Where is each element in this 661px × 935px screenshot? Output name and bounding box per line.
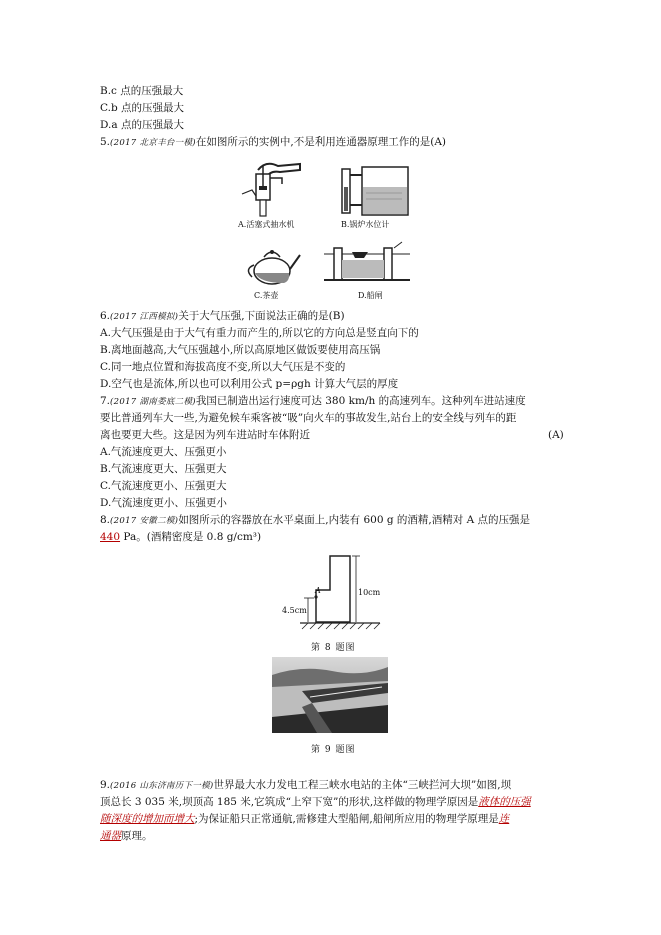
- point-a-label: A: [315, 586, 321, 595]
- q8-line2: [100, 530, 261, 544]
- q9-text-4: 原理。: [121, 830, 153, 842]
- caption-d: D.船闸: [358, 291, 383, 300]
- q4-option-d: D.a 点的压强最大: [100, 119, 184, 131]
- q9-number: 9.: [100, 779, 111, 791]
- q5-stem: [100, 135, 446, 150]
- q8-text: 如图所示的容器放在水平桌面上,内装有 600 g 的酒精,酒精对 A 点的压强是: [178, 514, 531, 526]
- q7-text-1: 我国已制造出运行速度可达 380 km/h 的高速列车。这种列车进站速度: [195, 395, 526, 407]
- q9-answer-1b: 随深度的增加而增大: [100, 813, 195, 825]
- piston-pump-figure: [238, 160, 308, 218]
- fig8-caption: 第 8 题图: [311, 643, 356, 653]
- q6-number: 6.: [100, 310, 111, 322]
- q9-answer-2a: 连: [498, 813, 510, 825]
- q6-option-a: A.大气压强是由于大气有重力而产生的,所以它的方向总是竖直向下的: [100, 327, 419, 339]
- q6-stem: [100, 309, 345, 324]
- q9-text-3: ;为保证船只正常通航,需修建大型船闸,船闸所应用的物理学原理是: [194, 813, 499, 825]
- q9-answer-2b: 通器: [100, 830, 121, 842]
- boiler-gauge-figure: [340, 165, 410, 219]
- label-10cm: 10cm: [358, 588, 381, 597]
- q5-number: 5.: [100, 136, 111, 148]
- q8-answer: 440: [100, 531, 121, 543]
- caption-a: A.活塞式抽水机: [238, 220, 295, 229]
- q6-text: 关于大气压强,下面说法正确的是(B): [178, 310, 345, 322]
- q9-answer-1a: 液体的压强: [478, 796, 531, 808]
- q6-option-b: B.离地面越高,大气压强越小,所以高原地区做饭要使用高压锅: [100, 344, 381, 356]
- q8-number: 8.: [100, 514, 111, 526]
- caption-b: B.锅炉水位计: [341, 220, 390, 229]
- q6-source: (2017 江西模拟): [110, 312, 179, 322]
- q5-text: 在如图所示的实例中,不是利用连通器原理工作的是(A): [195, 136, 447, 148]
- fig9-caption: 第 9 题图: [311, 745, 356, 755]
- dam-photo: [272, 657, 388, 733]
- label-4-5cm: 4.5cm: [282, 606, 307, 615]
- teapot-figure: [242, 243, 304, 287]
- q8-unit: Pa。(酒精密度是 0.8 g/cm³): [120, 531, 262, 543]
- q4-option-b: B.c 点的压强最大: [100, 85, 184, 97]
- q7-line3: 离也要更大些。这是因为列车进站时车体附近: [100, 429, 310, 441]
- q9-text-1: 世界最大水力发电工程三峡水电站的主体“三峡拦河大坝”如图,坝: [213, 779, 512, 791]
- q7-option-a: A.气流速度更大、压强更小: [100, 446, 227, 458]
- q6-option-c: C.同一地点位置和海拔高度不变,所以大气压是不变的: [100, 361, 346, 373]
- q7-number: 7.: [100, 395, 111, 407]
- q9-source: (2016 山东济南历下一模): [110, 781, 214, 791]
- q9-line3: [100, 812, 509, 826]
- q9-text-2: 顶总长 3 035 米,坝顶高 185 米,它筑成“上窄下宽”的形状,这样做的物理学原因是: [100, 796, 479, 808]
- caption-c: C.茶壶: [254, 291, 279, 300]
- q7-source: (2017 湖南娄底二模): [110, 397, 196, 407]
- q8-source: (2017 安徽二模): [110, 516, 179, 526]
- q9-line1: [100, 778, 511, 793]
- q8-line1: [100, 513, 530, 528]
- q7-answer: (A): [548, 429, 564, 441]
- q6-option-d: D.空气也是流体,所以也可以利用公式 p=ρgh 计算大气层的厚度: [100, 378, 399, 390]
- q7-option-b: B.气流速度更大、压强更大: [100, 463, 227, 475]
- q7-option-c: C.气流速度更小、压强更大: [100, 480, 227, 492]
- q7-option-d: D.气流速度更小、压强更小: [100, 497, 227, 509]
- ship-lock-figure: [322, 240, 412, 284]
- q7-line2: 要比普通列车大一些,为避免候车乘客被“吸”向火车的事故发生,站台上的安全线与列车的距: [100, 412, 517, 424]
- q9-line2: [100, 795, 531, 809]
- q7-line1: [100, 394, 526, 409]
- q4-option-c: C.b 点的压强最大: [100, 102, 185, 114]
- q9-line4: [100, 829, 153, 843]
- q5-source: (2017 北京丰台一模): [110, 138, 196, 148]
